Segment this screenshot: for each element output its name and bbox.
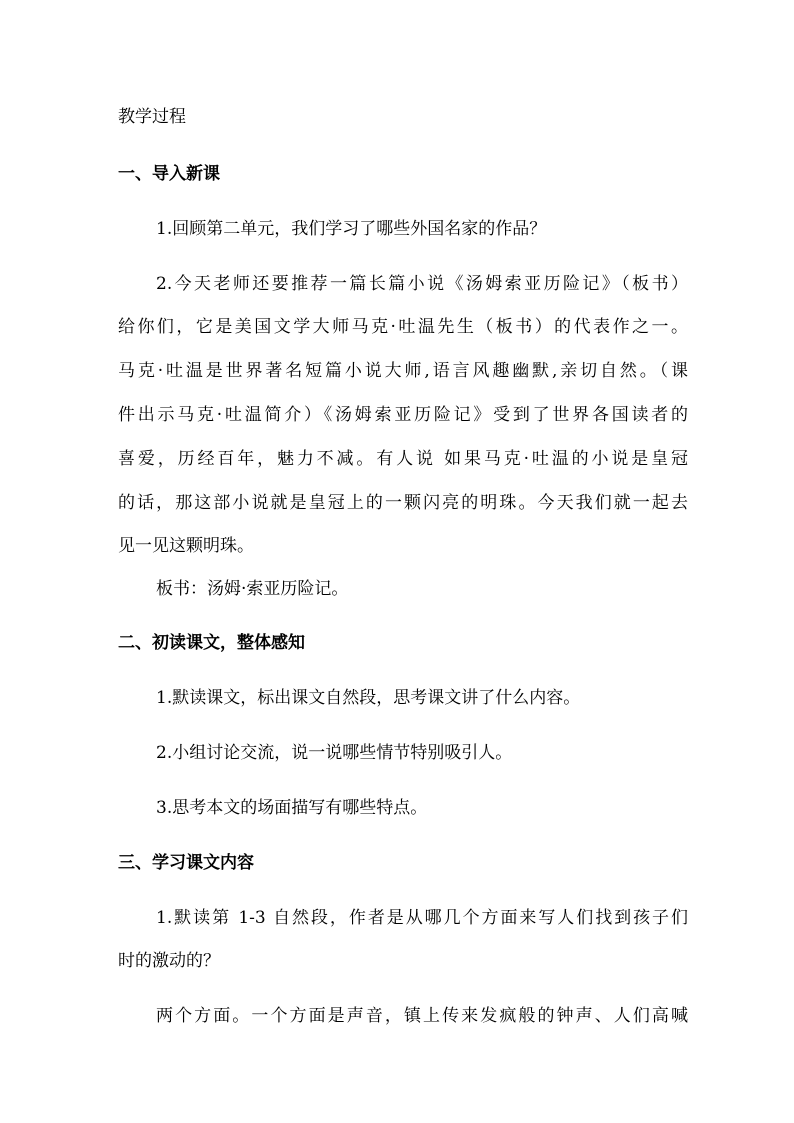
paragraph-line: 两个方面。一个方面是声音，镇上传来发疯般的钟声、人们高喊 [156,1006,688,1026]
paragraph-line: 时的激动的？ [118,951,220,971]
paragraph-line: 的话，那这部小说就是皇冠上的一颗闪亮的明珠。今天我们就一起去 [118,493,688,513]
section-heading-3: 三、学习课文内容 [118,853,254,873]
list-item: 2.小组讨论交流，说一说哪些情节特别吸引人。 [156,743,513,763]
list-item: 3.思考本文的场面描写有哪些特点。 [156,798,428,818]
paragraph-line: 2.今天老师还要推荐一篇长篇小说《汤姆索亚历险记》（板书） [156,274,688,294]
paragraph-line: 1.默读第 1-3 自然段，作者是从哪几个方面来写人们找到孩子们 [156,908,688,928]
paragraph-line: 喜爱，历经百年，魅力不减。有人说 如果马克·吐温的小说是皇冠 [118,449,688,469]
section-heading-1: 一、导入新课 [118,164,220,184]
paragraph-item-1: 1.回顾第二单元，我们学习了哪些外国名家的作品？ [156,219,547,239]
paragraph-line: 马克·吐温是世界著名短篇小说大师,语言风趣幽默,亲切自然。（课 [118,361,688,381]
board-note: 板书：汤姆·索亚历险记。 [156,579,349,599]
page-title: 教学过程 [118,107,186,127]
paragraph-line: 给你们，它是美国文学大师马克·吐温先生（板书）的代表作之一。 [118,317,688,337]
paragraph-line: 件出示马克·吐温简介）《汤姆索亚历险记》受到了世界各国读者的 [118,405,688,425]
list-item: 1.默读课文，标出课文自然段，思考课文讲了什么内容。 [156,688,581,708]
paragraph-line: 见一见这颗明珠。 [118,536,254,556]
section-heading-2: 二、初读课文，整体感知 [118,633,305,653]
